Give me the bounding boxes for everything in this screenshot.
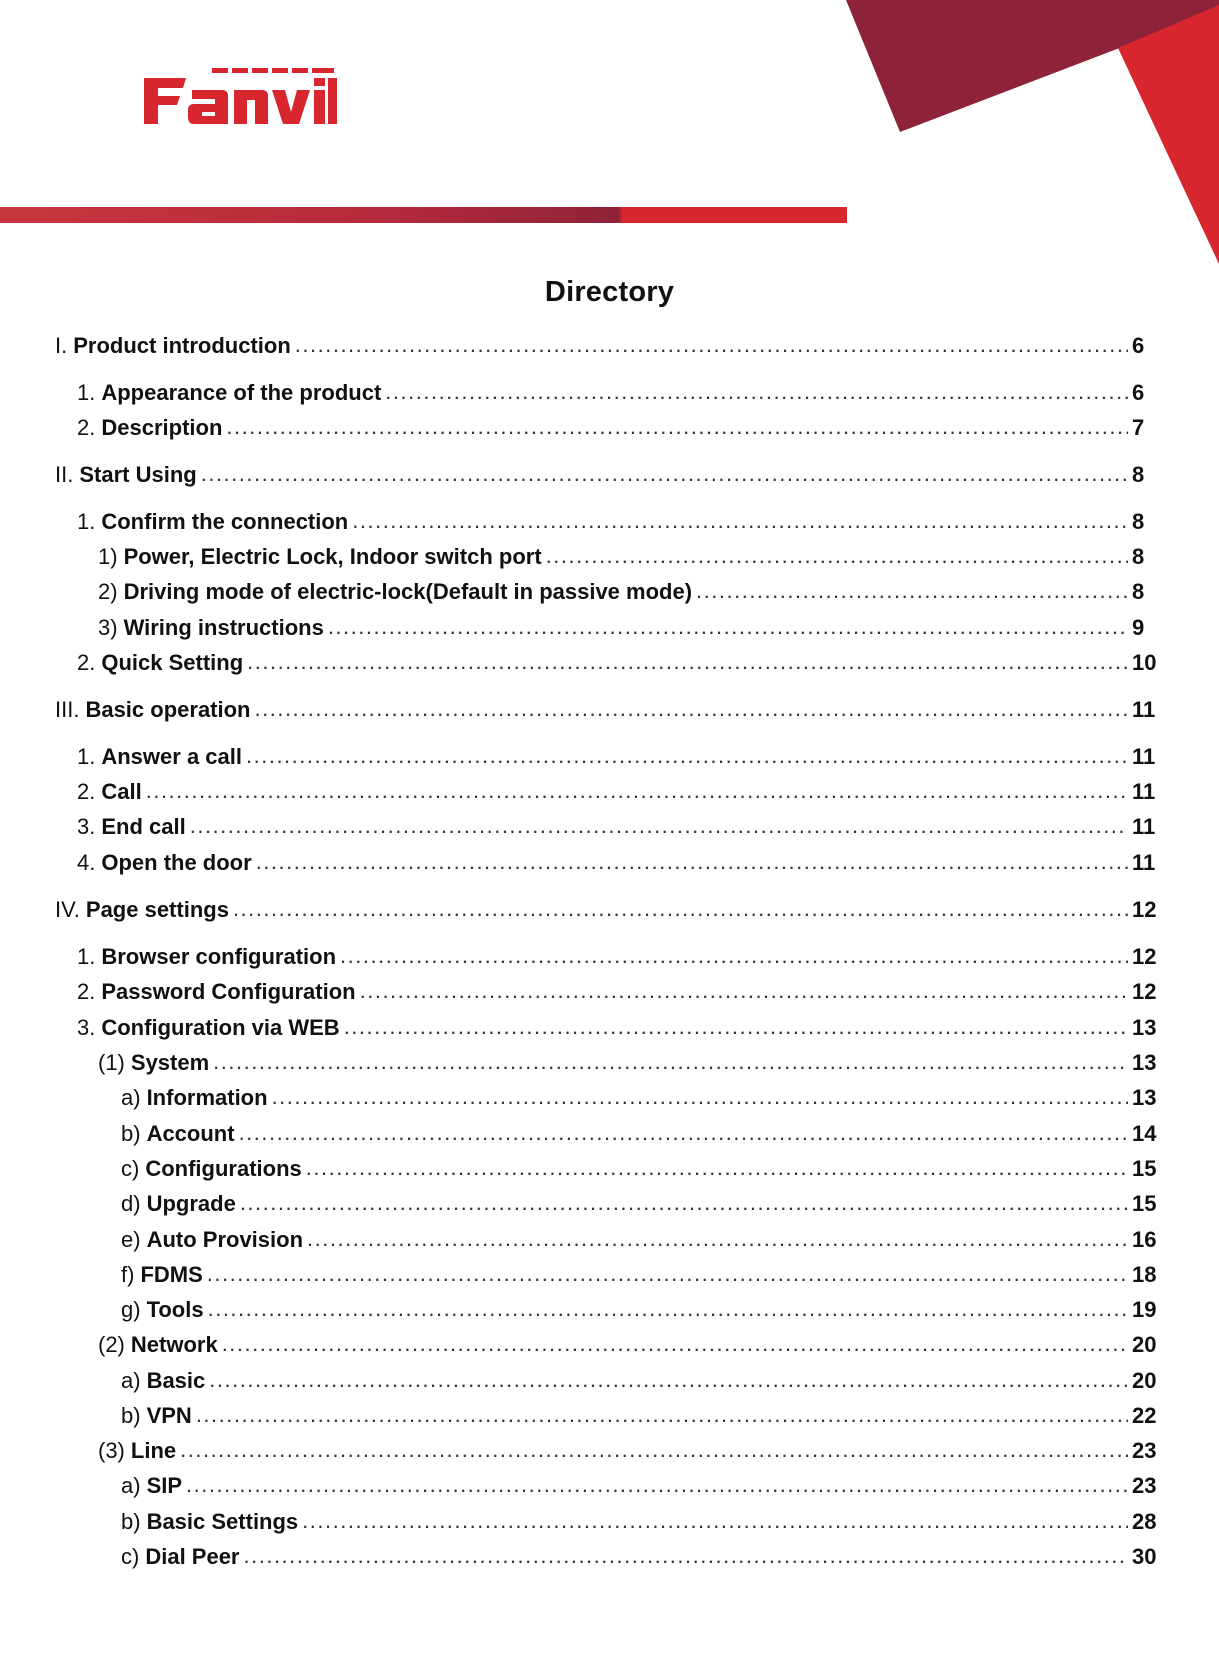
toc-entry-page[interactable]: 11 [1132,744,1156,769]
toc-entry-page[interactable]: 23 [1132,1473,1157,1498]
toc-entry[interactable] [77,943,1157,971]
toc-dot-leader [247,648,1128,676]
toc-entry-label[interactable]: Configuration via WEB [101,1015,340,1040]
toc-dot-leader [352,507,1128,535]
toc-entry[interactable] [121,1472,1157,1500]
toc-entry-label[interactable]: Dial Peer [145,1544,240,1569]
toc-entry-page[interactable]: 7 [1132,415,1145,440]
toc-entry-number: a) [121,1085,141,1110]
toc-entry-page[interactable]: 11 [1132,697,1156,722]
toc-entry-label[interactable]: Basic [146,1368,206,1393]
toc-entry[interactable] [121,1296,1157,1324]
toc-entry[interactable] [121,1190,1157,1218]
toc-entry[interactable] [121,1226,1157,1254]
toc-dot-leader [306,1154,1128,1182]
toc-entry[interactable] [98,614,1144,642]
toc-entry-label[interactable]: Page settings [85,897,229,922]
toc-entry-page[interactable]: 13 [1132,1015,1157,1040]
toc-entry-page[interactable]: 30 [1132,1544,1157,1569]
toc-entry[interactable] [98,543,1144,571]
toc-dot-leader [208,1295,1128,1323]
toc-entry-page[interactable]: 19 [1132,1297,1157,1322]
toc-entry-label[interactable]: Confirm the connection [101,509,349,534]
toc-entry-number: (2) [98,1332,125,1357]
toc-entry-number: g) [121,1297,141,1322]
toc-entry[interactable] [55,896,1157,924]
toc-dot-leader [360,977,1128,1005]
toc-entry-page[interactable]: 10 [1132,650,1157,675]
toc-entry-page[interactable]: 12 [1132,979,1157,1004]
toc-entry[interactable] [77,1014,1157,1042]
toc-entry-label[interactable]: Driving mode of electric-lock(Default in passive mode) [123,579,693,604]
toc-entry-label[interactable]: Description [101,415,223,440]
toc-entry[interactable] [77,649,1157,677]
toc-entry[interactable] [77,379,1144,407]
toc-entry-number: 2. [77,779,96,804]
toc-dot-leader [255,695,1129,723]
toc-entry-number: 1. [77,509,96,534]
toc-entry-page[interactable]: 23 [1132,1438,1157,1463]
toc-entry-label[interactable]: Information [146,1085,268,1110]
toc-entry[interactable] [121,1120,1157,1148]
toc-entry[interactable] [77,414,1144,442]
toc-entry-page[interactable]: 8 [1132,544,1145,569]
toc-entry-page[interactable]: 15 [1132,1191,1157,1216]
toc-dot-leader [186,1471,1128,1499]
toc-entry-number: b) [121,1121,141,1146]
toc-dot-leader [340,942,1128,970]
toc-entry[interactable] [55,696,1156,724]
toc-entry-page[interactable]: 12 [1132,897,1157,922]
toc-entry-page[interactable]: 6 [1132,380,1145,405]
toc-entry[interactable] [77,813,1156,841]
toc-entry[interactable] [121,1543,1157,1571]
toc-entry-number: e) [121,1227,141,1252]
toc-dot-leader [256,848,1128,876]
toc-entry[interactable] [77,849,1156,877]
toc-entry[interactable] [121,1508,1157,1536]
toc-entry[interactable] [77,743,1156,771]
toc-entry[interactable] [121,1155,1157,1183]
toc-entry-label[interactable]: SIP [146,1473,183,1498]
toc-entry-page[interactable]: 11 [1132,850,1156,875]
toc-entry-number: (1) [98,1050,125,1075]
toc-entry-label[interactable]: Configurations [145,1156,302,1181]
toc-entry[interactable] [77,508,1144,536]
toc-entry-page[interactable]: 22 [1132,1403,1157,1428]
toc-entry-label[interactable]: Network [130,1332,218,1357]
toc-dot-leader [295,331,1128,359]
toc-entry-page[interactable]: 18 [1132,1262,1157,1287]
toc-entry-label[interactable]: System [130,1050,210,1075]
toc-entry-page[interactable]: 11 [1132,779,1156,804]
toc-dot-leader [196,1401,1128,1429]
toc-dot-leader [385,378,1128,406]
toc-entry-label[interactable]: Wiring instructions [123,615,324,640]
toc-entry-page[interactable]: 12 [1132,944,1157,969]
toc-entry-label[interactable]: Auto Provision [146,1227,304,1252]
toc-entry-label[interactable]: Open the door [101,850,252,875]
toc-entry-label[interactable]: VPN [146,1403,192,1428]
toc-entry-number: 2. [77,415,96,440]
toc-entry-label[interactable]: Tools [146,1297,204,1322]
toc-entry-label[interactable]: End call [101,814,186,839]
toc-entry-number: 3. [77,1015,96,1040]
toc-entry-page[interactable]: 9 [1132,615,1145,640]
toc-dot-leader [344,1013,1128,1041]
toc-dot-leader [146,777,1128,805]
toc-entry[interactable] [77,978,1157,1006]
toc-dot-leader [239,1119,1128,1147]
toc-dot-leader [240,1189,1128,1217]
toc-dot-leader [207,1260,1128,1288]
toc-entry-number: 1. [77,744,96,769]
toc-entry[interactable] [121,1084,1157,1112]
toc-dot-leader [546,542,1128,570]
toc-entry-page[interactable]: 13 [1132,1050,1157,1075]
toc-entry-number: a) [121,1473,141,1498]
toc-entry-page[interactable]: 28 [1132,1509,1157,1534]
toc-entry[interactable] [98,578,1144,606]
toc-entry-label[interactable]: Account [146,1121,235,1146]
toc-entry-label[interactable]: Start Using [79,462,197,487]
toc-dot-leader [226,413,1128,441]
toc-dot-leader [201,460,1128,488]
toc-dot-leader [190,812,1128,840]
toc-entry-number: II. [55,462,74,487]
page-title: Directory [544,276,675,308]
toc-dot-leader [209,1366,1128,1394]
toc-entry-number: 1. [77,380,96,405]
toc-entry-number: b) [121,1509,141,1534]
toc-entry-number: b) [121,1403,141,1428]
toc-entry[interactable] [98,1049,1157,1077]
toc-entry-page[interactable]: 11 [1132,814,1156,839]
toc-entry-page[interactable]: 13 [1132,1085,1157,1110]
toc-entry-page[interactable]: 8 [1132,579,1145,604]
toc-entry-label[interactable]: Call [101,779,142,804]
toc-entry-label[interactable]: Power, Electric Lock, Indoor switch port [123,544,542,569]
toc-entry[interactable] [121,1402,1157,1430]
toc-entry-number: III. [55,697,80,722]
toc-entry-number: d) [121,1191,141,1216]
toc-entry-page[interactable]: 8 [1132,509,1145,534]
toc-entry-number: 3) [98,615,118,640]
toc-entry-number: 2) [98,579,118,604]
toc-dot-leader [302,1507,1128,1535]
toc-entry-number: I. [55,333,68,358]
toc-entry-label[interactable]: Basic Settings [146,1509,299,1534]
toc-entry-label[interactable]: FDMS [140,1262,203,1287]
toc-entry-label[interactable]: Upgrade [146,1191,236,1216]
toc-entry-number: a) [121,1368,141,1393]
toc-entry-number: 3. [77,814,96,839]
toc-entry-number: 1) [98,544,118,569]
toc-dot-leader [272,1083,1128,1111]
toc-entry-number: c) [121,1544,140,1569]
toc-entry-number: 2. [77,650,96,675]
toc-entry-label[interactable]: Answer a call [101,744,242,769]
toc-entry-label[interactable]: Appearance of the product [101,380,382,405]
toc-entry-label[interactable]: Password Configuration [101,979,356,1004]
toc-entry-page[interactable]: 20 [1132,1368,1157,1393]
toc-entry[interactable] [77,778,1156,806]
toc-dot-leader [307,1225,1128,1253]
toc-dot-leader [246,742,1128,770]
toc-entry-label[interactable]: Basic operation [85,697,251,722]
toc-entry-label[interactable]: Quick Setting [101,650,244,675]
toc-dot-leader [244,1542,1129,1570]
toc-dot-leader [696,577,1128,605]
toc-dot-leader [180,1436,1128,1464]
toc-entry-number: 4. [77,850,96,875]
toc-entry-number: (3) [98,1438,125,1463]
toc-entry-number: f) [121,1262,135,1287]
toc-entry-number: 1. [77,944,96,969]
toc-entry-page[interactable]: 15 [1132,1156,1157,1181]
toc-entry[interactable] [98,1437,1157,1465]
toc-dot-leader [233,895,1128,923]
toc-entry[interactable] [55,461,1144,489]
toc-dot-leader [222,1330,1128,1358]
toc-entry-page[interactable]: 16 [1132,1227,1157,1252]
toc-entry-number: c) [121,1156,140,1181]
toc-entry-number: IV. [55,897,80,922]
toc-entry-page[interactable]: 20 [1132,1332,1157,1357]
toc-entry[interactable] [121,1261,1157,1289]
toc-entry[interactable] [55,332,1144,360]
toc-entry-number: 2. [77,979,96,1004]
toc-entry-page[interactable]: 8 [1132,462,1145,487]
toc-entry-label[interactable]: Browser configuration [101,944,337,969]
toc-entry-label[interactable]: Product introduction [73,333,291,358]
toc-entry-page[interactable]: 14 [1132,1121,1157,1146]
toc-dot-leader [213,1048,1128,1076]
toc-entry[interactable] [121,1367,1157,1395]
toc-entry[interactable] [98,1331,1157,1359]
toc-entry-label[interactable]: Line [130,1438,177,1463]
toc-entry-page[interactable]: 6 [1132,333,1145,358]
toc-dot-leader [328,613,1128,641]
